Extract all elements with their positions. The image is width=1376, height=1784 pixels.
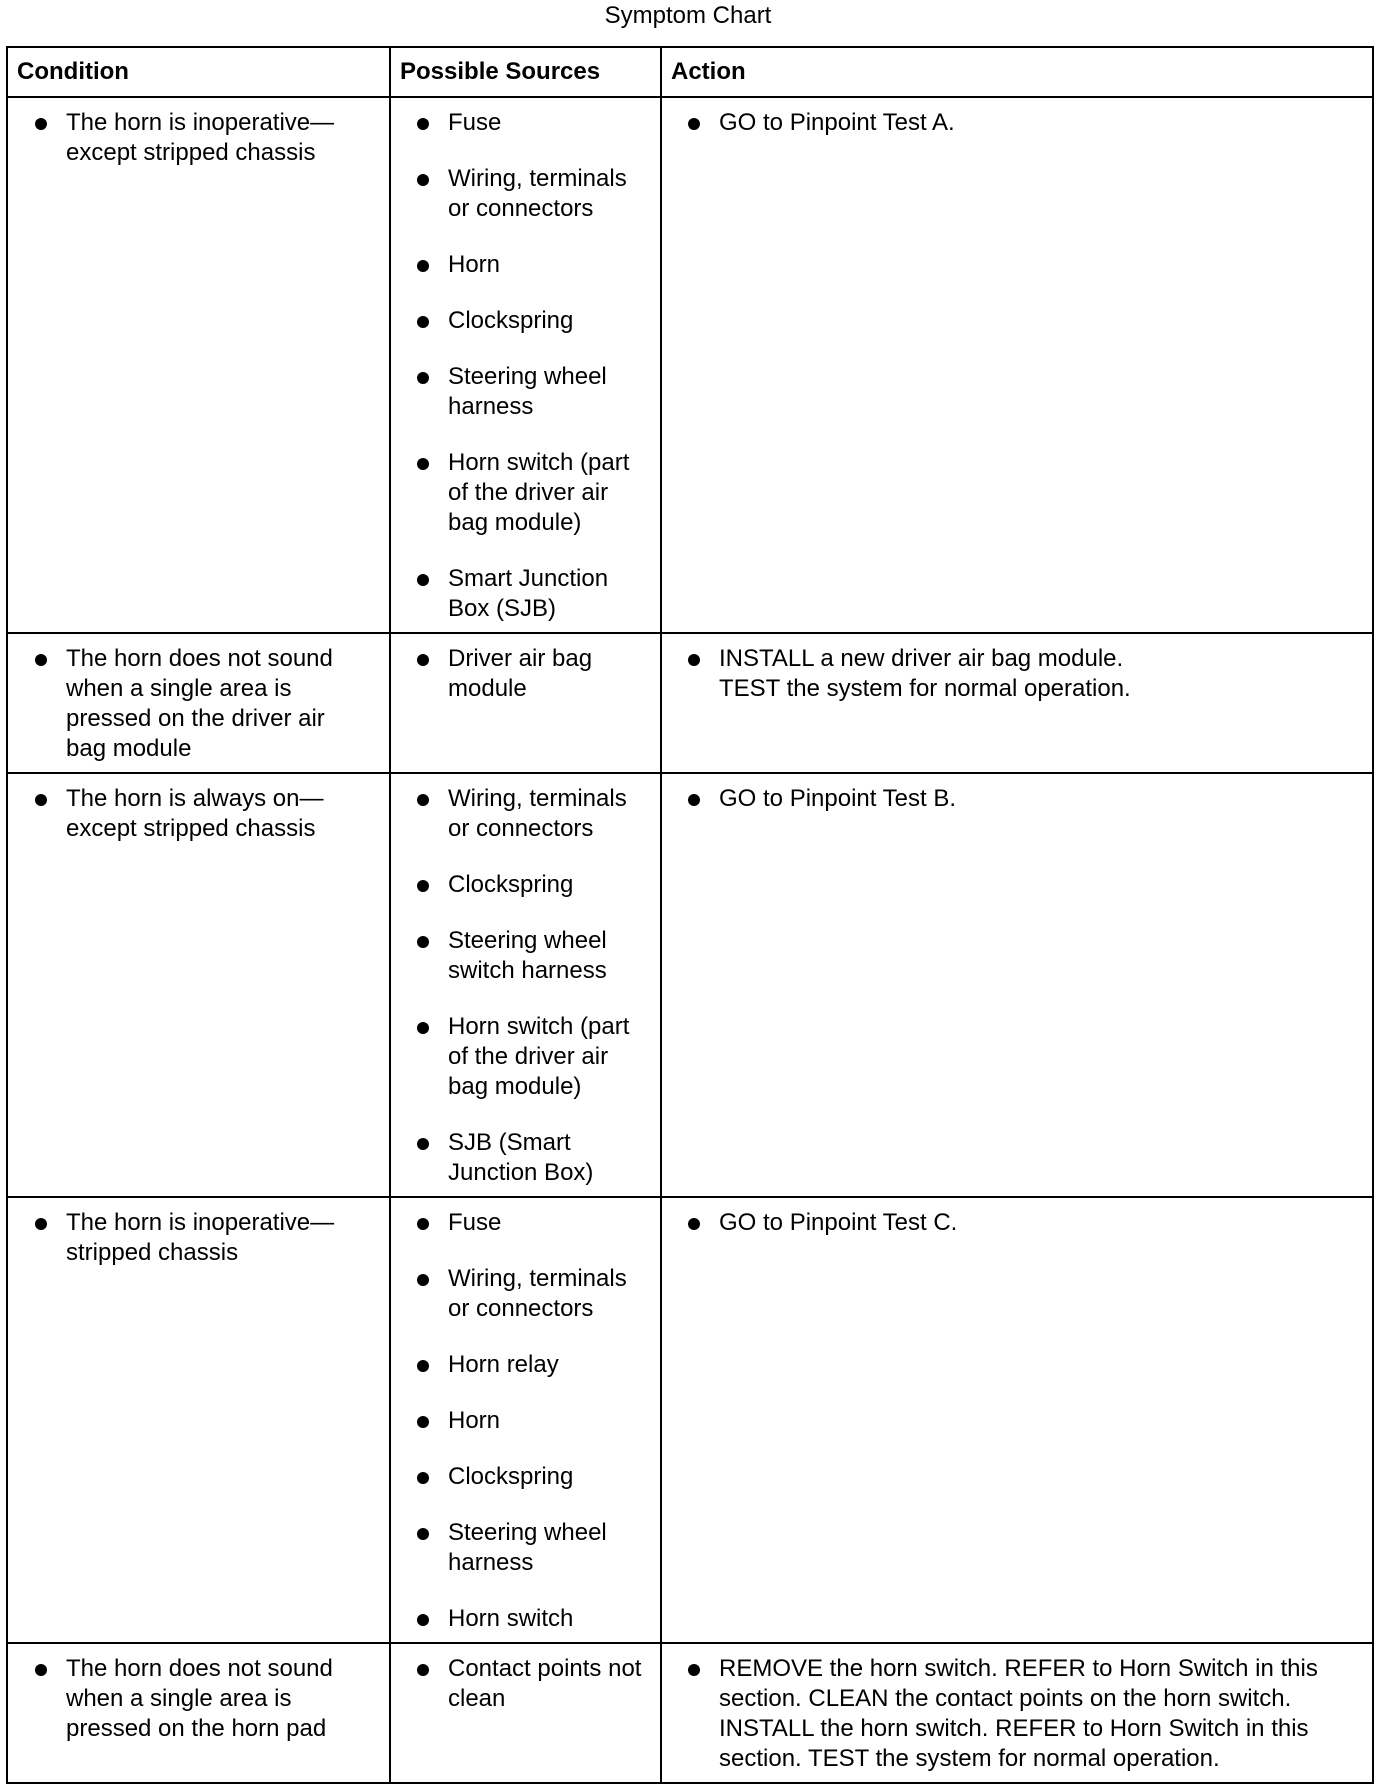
action-item <box>662 644 1372 704</box>
condition-item <box>8 1208 376 1268</box>
source-item <box>391 1208 660 1238</box>
bullet-icon <box>417 1022 429 1034</box>
bullet-icon <box>417 574 429 586</box>
source-item <box>391 1518 660 1578</box>
bullet-icon <box>417 936 429 948</box>
source-item <box>391 1012 660 1102</box>
table-row <box>7 1643 1373 1783</box>
action-item <box>662 1208 1372 1238</box>
action-cell <box>661 633 1373 773</box>
source-text: Wiring, terminals or connectors <box>448 165 627 222</box>
bullet-icon <box>35 118 47 130</box>
condition-cell <box>7 773 390 1197</box>
action-text: REMOVE the horn switch. REFER to Horn Switch in this section. CLEAN the contact points on the horn switch. INSTALL the horn switch. REFER to Horn Switch in this section. TEST the system for normal operation. <box>719 1655 1318 1772</box>
condition-item <box>8 108 376 168</box>
bullet-icon <box>35 794 47 806</box>
action-text: GO to Pinpoint Test A. <box>719 109 955 136</box>
bullet-icon <box>417 458 429 470</box>
bullet-icon <box>417 1614 429 1626</box>
source-text: Steering wheel harness <box>448 1519 607 1576</box>
symptom-table <box>6 46 1374 1784</box>
table-row <box>7 97 1373 633</box>
source-item <box>391 1128 660 1188</box>
header-condition: Condition <box>7 47 390 97</box>
condition-text: The horn is inoperative— stripped chassis <box>66 1209 335 1266</box>
source-item <box>391 1462 660 1492</box>
bullet-icon <box>688 794 700 806</box>
bullet-icon <box>688 118 700 130</box>
bullet-icon <box>417 1472 429 1484</box>
condition-item <box>8 784 376 844</box>
source-item <box>391 1264 660 1324</box>
source-text: Clockspring <box>448 871 574 898</box>
condition-item <box>8 644 366 764</box>
bullet-icon <box>417 1218 429 1230</box>
action-item <box>662 108 1372 138</box>
action-cell <box>661 97 1373 633</box>
table-header-row <box>7 47 1373 97</box>
source-text: Wiring, terminals or connectors <box>448 785 627 842</box>
source-text: Contact points not clean <box>448 1655 642 1712</box>
condition-cell <box>7 633 390 773</box>
condition-cell <box>7 1197 390 1643</box>
source-item <box>391 1350 660 1380</box>
source-item <box>391 1406 660 1436</box>
bullet-icon <box>417 1360 429 1372</box>
action-cell <box>661 1643 1373 1783</box>
action-text: GO to Pinpoint Test C. <box>719 1209 958 1236</box>
table-row <box>7 773 1373 1197</box>
chart-title: Symptom Chart <box>604 2 772 29</box>
bullet-icon <box>417 260 429 272</box>
bullet-icon <box>35 654 47 666</box>
bullet-icon <box>417 1664 429 1676</box>
bullet-icon <box>417 654 429 666</box>
source-item <box>391 926 660 986</box>
bullet-icon <box>688 654 700 666</box>
source-item <box>391 644 660 704</box>
source-text: Horn relay <box>448 1351 559 1378</box>
source-text: Smart Junction Box (SJB) <box>448 565 609 622</box>
source-item <box>391 870 660 900</box>
condition-text: The horn is inoperative— except stripped chassis <box>66 109 335 166</box>
condition-text: The horn is always on— except stripped chassis <box>66 785 324 842</box>
source-text: Wiring, terminals or connectors <box>448 1265 627 1322</box>
source-text: Horn switch <box>448 1605 574 1632</box>
action-cell <box>661 773 1373 1197</box>
bullet-icon <box>417 1138 429 1150</box>
source-text: Fuse <box>448 109 502 136</box>
source-item <box>391 784 660 844</box>
bullet-icon <box>417 880 429 892</box>
condition-text: The horn does not sound when a single area is pressed on the horn pad <box>66 1655 333 1742</box>
bullet-icon <box>417 118 429 130</box>
bullet-icon <box>688 1218 700 1230</box>
action-text: GO to Pinpoint Test B. <box>719 785 957 812</box>
condition-cell <box>7 97 390 633</box>
source-text: SJB (Smart Junction Box) <box>448 1129 594 1186</box>
bullet-icon <box>417 316 429 328</box>
sources-cell <box>390 1197 661 1643</box>
source-item <box>391 1654 660 1714</box>
action-item <box>662 1654 1372 1774</box>
source-text: Steering wheel harness <box>448 363 607 420</box>
source-item <box>391 362 660 422</box>
bullet-icon <box>417 372 429 384</box>
sources-cell <box>390 773 661 1197</box>
source-text: Horn <box>448 251 501 278</box>
source-item <box>391 448 660 538</box>
action-text: INSTALL a new driver air bag module. TEST the system for normal operation. <box>719 645 1131 702</box>
source-text: Clockspring <box>448 1463 574 1490</box>
source-item <box>391 564 660 624</box>
source-item <box>391 164 660 224</box>
bullet-icon <box>35 1664 47 1676</box>
action-item <box>662 784 1372 814</box>
source-item <box>391 306 660 336</box>
sources-cell <box>390 1643 661 1783</box>
bullet-icon <box>35 1218 47 1230</box>
bullet-icon <box>417 1416 429 1428</box>
condition-item <box>8 1654 366 1744</box>
action-cell <box>661 1197 1373 1643</box>
source-text: Steering wheel switch harness <box>448 927 607 984</box>
source-text: Horn switch (part of the driver air bag module) <box>448 449 630 536</box>
sources-cell <box>390 633 661 773</box>
source-text: Clockspring <box>448 307 574 334</box>
source-text: Driver air bag module <box>448 645 593 702</box>
source-item <box>391 1604 660 1634</box>
sources-cell <box>390 97 661 633</box>
bullet-icon <box>417 1274 429 1286</box>
table-row <box>7 633 1373 773</box>
source-item <box>391 250 660 280</box>
bullet-icon <box>417 1528 429 1540</box>
source-text: Fuse <box>448 1209 502 1236</box>
bullet-icon <box>688 1664 700 1676</box>
condition-cell <box>7 1643 390 1783</box>
condition-text: The horn does not sound when a single area is pressed on the driver air bag module <box>66 645 333 762</box>
table-row <box>7 1197 1373 1643</box>
bullet-icon <box>417 174 429 186</box>
header-action: Action <box>661 47 1373 97</box>
bullet-icon <box>417 794 429 806</box>
source-text: Horn <box>448 1407 501 1434</box>
source-item <box>391 108 660 138</box>
source-text: Horn switch (part of the driver air bag module) <box>448 1013 630 1100</box>
header-possible-sources: Possible Sources <box>390 47 661 97</box>
